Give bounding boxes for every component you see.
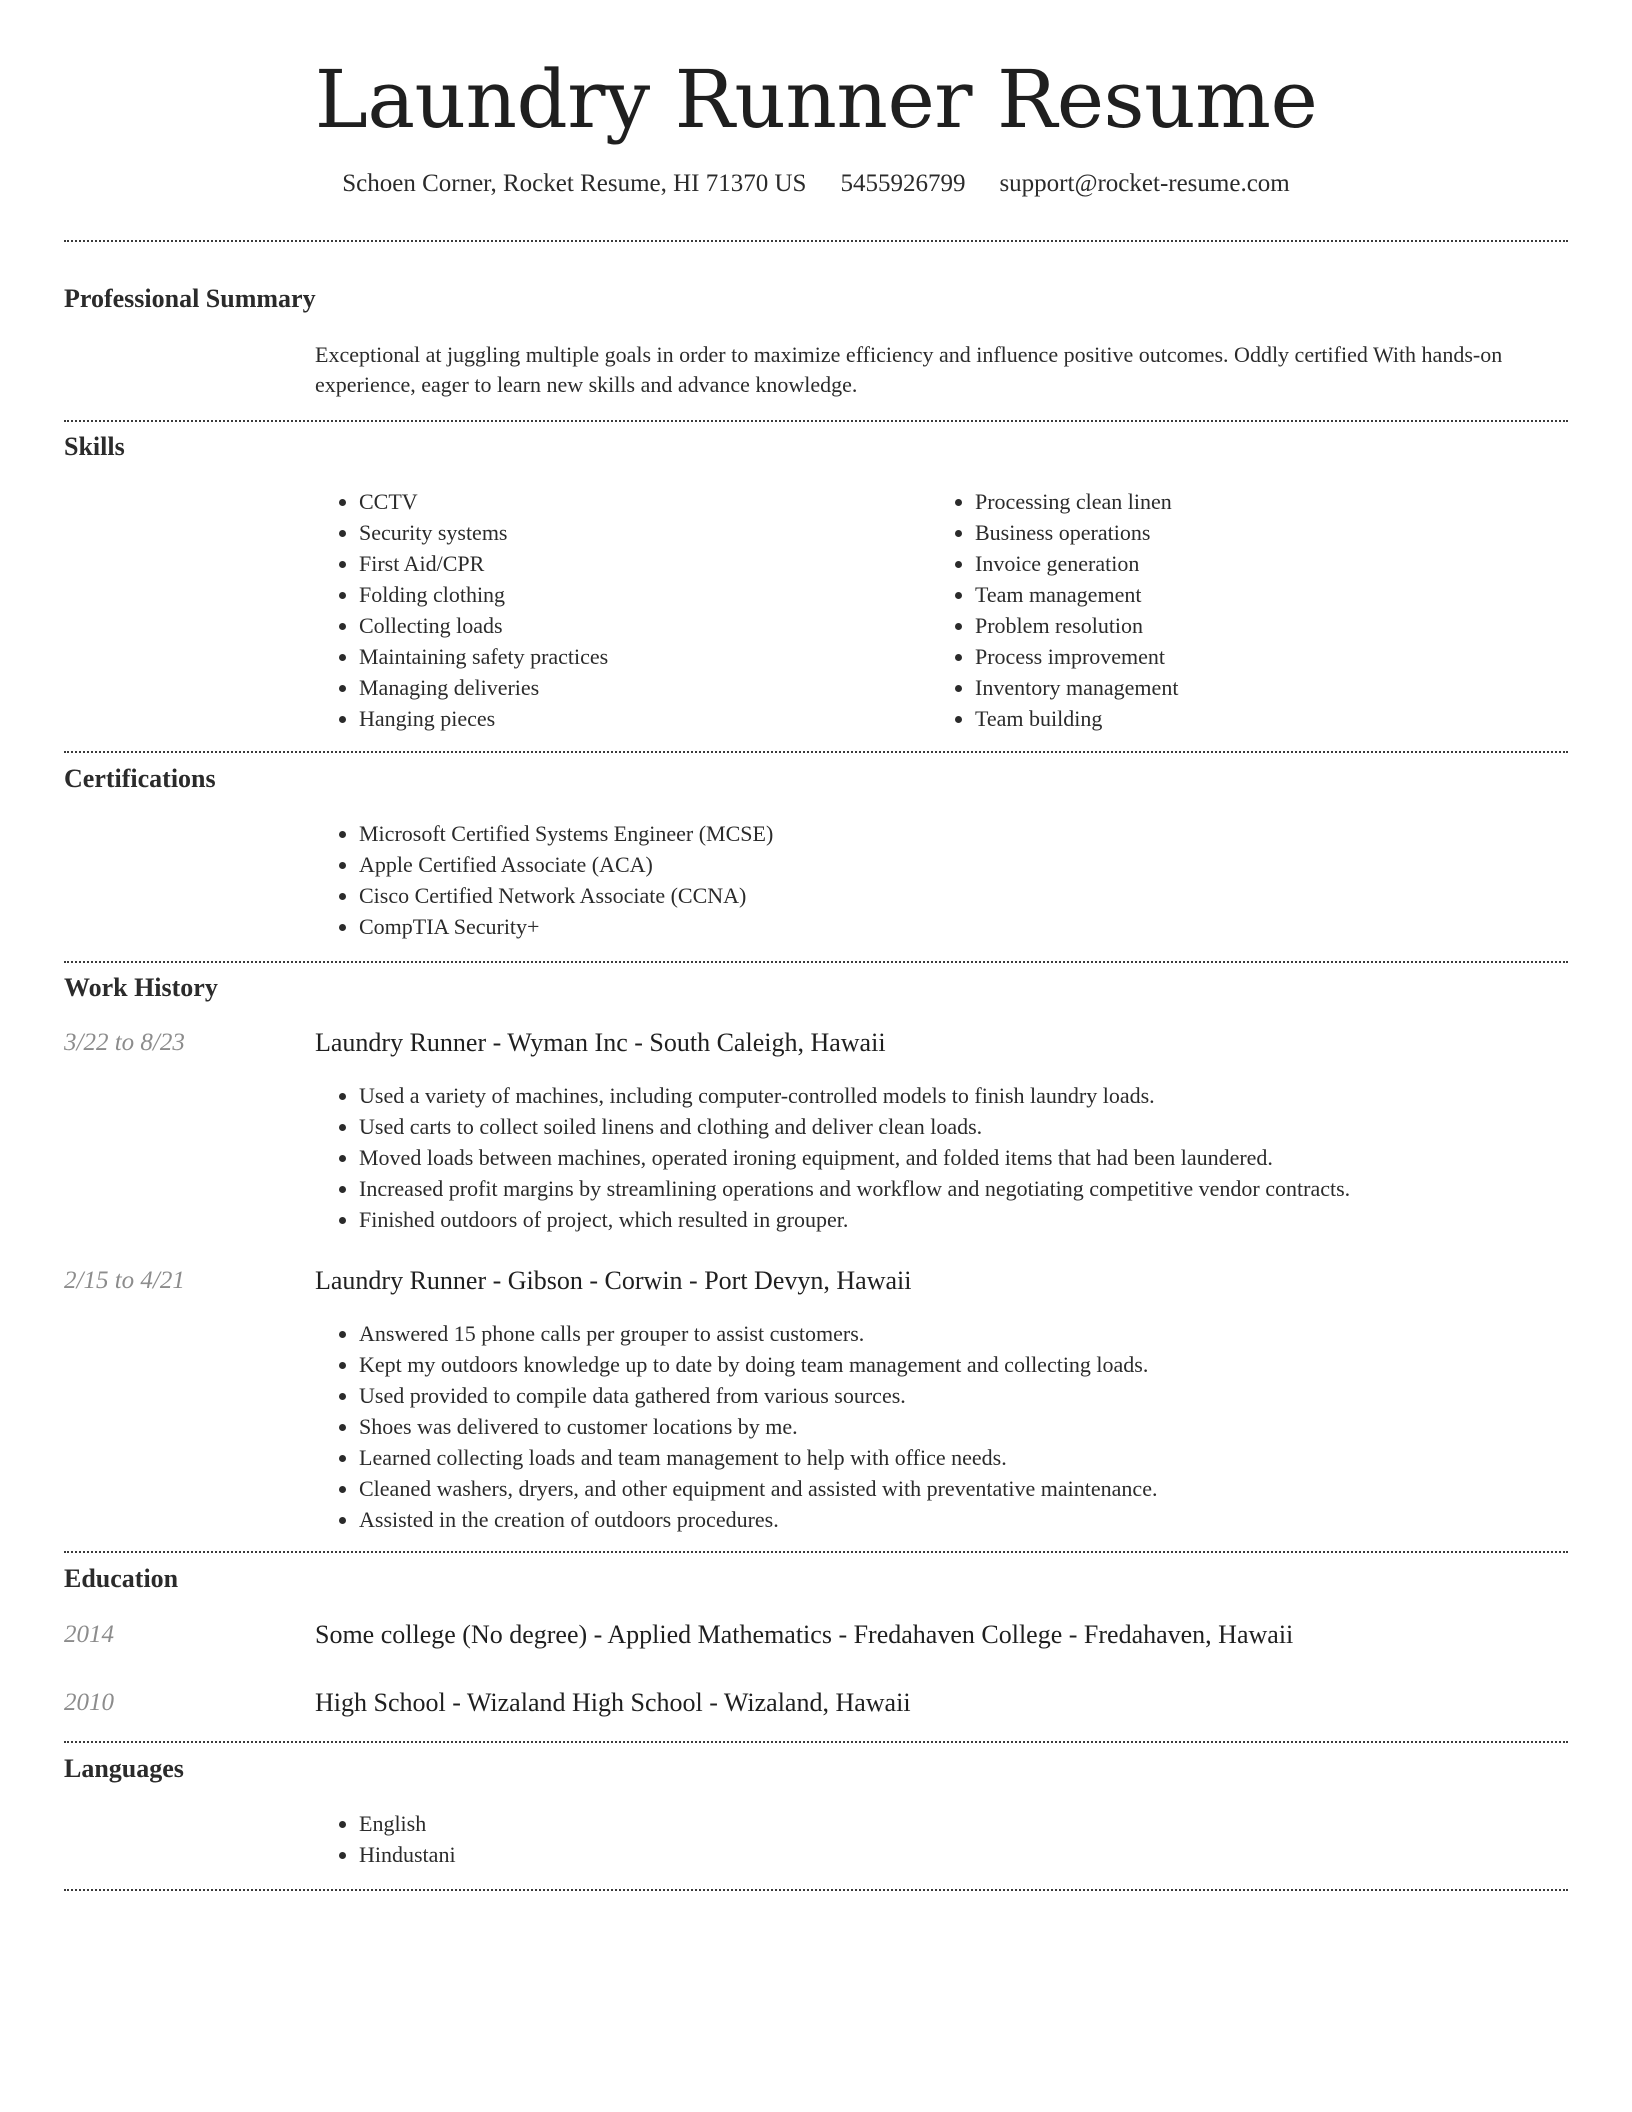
section-heading-work-history: Work History (64, 973, 218, 1002)
job-bullet: • Finished outdoors of project, which resulted in grouper. (359, 1204, 1568, 1235)
skill-item: • Process improvement (975, 641, 1547, 672)
skills-column-right (931, 486, 1547, 734)
education-year: 2014 (64, 1621, 114, 1648)
languages-section (64, 1754, 1568, 1867)
work-history-section (64, 973, 1568, 1532)
job-bullet-list (315, 1318, 1568, 1535)
education-year: 2010 (64, 1689, 114, 1716)
job-bullet: • Kept my outdoors knowledge up to date by doing team management and collecting loads. (359, 1349, 1568, 1380)
section-heading-languages: Languages (64, 1754, 184, 1783)
education-section (64, 1564, 1568, 1717)
section-divider (64, 1741, 1568, 1743)
job-bullet: • Moved loads between machines, operated ironing equipment, and folded items that had been laundered. (359, 1142, 1568, 1173)
job-bullets-wrap (315, 1318, 1568, 1535)
section-heading-skills: Skills (64, 432, 125, 461)
skill-item: • Processing clean linen (975, 486, 1547, 517)
skill-item: • Security systems (359, 517, 931, 548)
job-bullet: • Learned collecting loads and team management to help with office needs. (359, 1442, 1568, 1473)
certification-item: • CompTIA Security+ (359, 911, 773, 942)
job-bullet: • Shoes was delivered to customer locations by me. (359, 1411, 1568, 1442)
certifications-list (315, 818, 773, 942)
job-bullet: • Assisted in the creation of outdoors procedures. (359, 1504, 1568, 1535)
skill-item: • First Aid/CPR (359, 548, 931, 579)
section-divider (64, 751, 1568, 753)
skill-item: • Team management (975, 579, 1547, 610)
certification-item: • Microsoft Certified Systems Engineer (MCSE) (359, 818, 773, 849)
certifications-section (64, 764, 1568, 939)
skills-section (64, 432, 1568, 731)
skill-item: • Hanging pieces (359, 703, 931, 734)
education-text: Some college (No degree) - Applied Mathematics - Fredahaven College - Fredahaven, Hawaii (315, 1620, 1294, 1649)
language-item: • Hindustani (359, 1839, 456, 1870)
summary-text: Exceptional at juggling multiple goals in order to maximize efficiency and influence positive outcomes. Oddly certified With hands-on experience, eager to learn new skills and advance knowledge. (315, 342, 1503, 397)
summary-section (64, 284, 1568, 397)
section-divider (64, 420, 1568, 422)
job-title: Laundry Runner - Wyman Inc - South Caleigh, Hawaii (315, 1028, 886, 1057)
job-bullets-wrap (315, 1080, 1568, 1235)
job-title: Laundry Runner - Gibson - Corwin - Port Devyn, Hawaii (315, 1266, 912, 1295)
skill-item: • CCTV (359, 486, 931, 517)
job-bullet: • Used a variety of machines, including computer-controlled models to finish laundry loads. (359, 1080, 1568, 1111)
certifications-wrap (315, 818, 1555, 942)
certification-item: • Cisco Certified Network Associate (CCNA) (359, 880, 773, 911)
skill-item: • Maintaining safety practices (359, 641, 931, 672)
skill-item: • Business operations (975, 517, 1547, 548)
languages-wrap (315, 1808, 1555, 1870)
job-bullet: • Used carts to collect soiled linens and clothing and deliver clean loads. (359, 1111, 1568, 1142)
skill-item: • Collecting loads (359, 610, 931, 641)
contact-phone: 5455926799 (840, 170, 966, 197)
certification-item: • Apple Certified Associate (ACA) (359, 849, 773, 880)
skills-list-right (931, 486, 1547, 734)
section-divider (64, 961, 1568, 963)
skills-column-left (315, 486, 931, 734)
skills-list-left (315, 486, 931, 734)
section-divider (64, 240, 1568, 242)
contact-address: Schoen Corner, Rocket Resume, HI 71370 US (342, 170, 807, 197)
job-bullet: • Increased profit margins by streamlining operations and workflow and negotiating competitive vendor contracts. (359, 1173, 1568, 1204)
skill-item: • Folding clothing (359, 579, 931, 610)
skill-item: • Invoice generation (975, 548, 1547, 579)
job-dates: 2/15 to 4/21 (64, 1267, 185, 1294)
contact-line (0, 170, 1632, 198)
section-divider (64, 1551, 1568, 1553)
job-bullet-list (315, 1080, 1568, 1235)
skill-item: • Managing deliveries (359, 672, 931, 703)
section-heading-summary: Professional Summary (64, 284, 316, 313)
resume-header (0, 0, 1632, 198)
languages-list (315, 1808, 456, 1870)
section-heading-certifications: Certifications (64, 764, 216, 793)
skill-item: • Problem resolution (975, 610, 1547, 641)
language-item: • English (359, 1808, 456, 1839)
section-divider (64, 1889, 1568, 1891)
contact-email: support@rocket-resume.com (999, 170, 1290, 197)
job-bullet: • Used provided to compile data gathered from various sources. (359, 1380, 1568, 1411)
education-text: High School - Wizaland High School - Wizaland, Hawaii (315, 1688, 911, 1717)
job-bullet: • Cleaned washers, dryers, and other equipment and assisted with preventative maintenance. (359, 1473, 1568, 1504)
section-heading-education: Education (64, 1564, 179, 1593)
skills-columns (315, 486, 1555, 734)
job-dates: 3/22 to 8/23 (64, 1029, 185, 1056)
job-bullet: • Answered 15 phone calls per grouper to assist customers. (359, 1318, 1568, 1349)
skill-item: • Team building (975, 703, 1547, 734)
page-title: Laundry Runner Resume (314, 53, 1318, 146)
skill-item: • Inventory management (975, 672, 1547, 703)
